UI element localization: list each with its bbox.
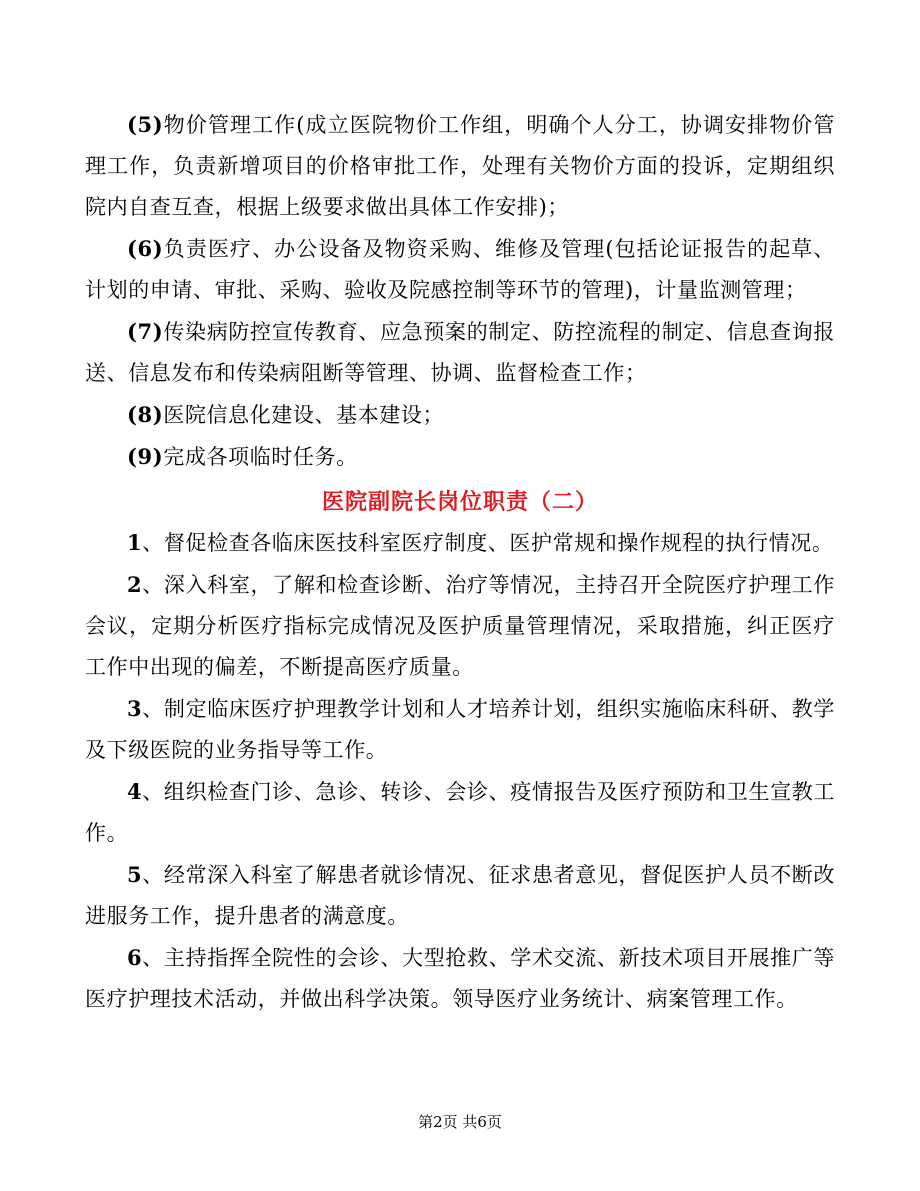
list-item [85, 522, 835, 564]
list-item [85, 854, 835, 937]
list-item [85, 688, 835, 771]
item-text: 、制定临床医疗护理教学计划和人才培养计划，组织实施临床科研、教学及下级医院的业务指导等工作。 [85, 697, 835, 762]
item-number: (9) [127, 444, 164, 469]
list-item [85, 104, 835, 228]
item-text: 、主持指挥全院性的会诊、大型抢救、学术交流、新技术项目开展推广等医疗护理技术活动，并做出科学决策。领导医疗业务统计、病案管理工作。 [85, 946, 835, 1011]
item-number: (8) [127, 402, 164, 427]
item-text: 完成各项临时任务。 [163, 445, 358, 469]
item-text: 传染病防控宣传教育、应急预案的制定、防控流程的制定、信息查询报送、信息发布和传染病阻断等管理、协调、监督检查工作； [85, 320, 835, 385]
item-text: 、深入科室，了解和检查诊断、治疗等情况，主持召开全院医疗护理工作会议，定期分析医疗指标完成情况及医护质量管理情况，采取措施，纠正医疗工作中出现的偏差，不断提高医疗质量。 [85, 573, 835, 679]
list-item [85, 937, 835, 1020]
item-number: (7) [127, 319, 164, 344]
document-body [85, 104, 835, 1020]
page-number-label: 第2页 共6页 [418, 1113, 502, 1131]
item-number: 5 [127, 862, 143, 887]
item-text: 医院信息化建设、基本建设； [163, 403, 445, 427]
list-item [85, 436, 835, 478]
item-number: (6) [127, 236, 164, 261]
item-number: 1 [127, 530, 143, 555]
item-text: 物价管理工作(成立医院物价工作组，明确个人分工，协调安排物价管理工作，负责新增项目的价格审批工作，处理有关物价方面的投诉，定期组织院内自查互查，根据上级要求做出具体工作安排)； [85, 113, 835, 219]
list-item [85, 771, 835, 854]
item-text: 、经常深入科室了解患者就诊情况、征求患者意见，督促医护人员不断改进服务工作，提升患者的满意度。 [85, 863, 835, 928]
item-text: 负责医疗、办公设备及物资采购、维修及管理(包括论证报告的起草、计划的申请、审批、采购、验收及院感控制等环节的管理)，计量监测管理； [85, 237, 835, 302]
list-item [85, 564, 835, 688]
item-number: 2 [127, 572, 143, 597]
item-number: 4 [127, 779, 143, 804]
section-heading: 医院副院长岗位职责（二） [321, 489, 598, 515]
list-item [85, 228, 835, 311]
list-item [85, 311, 835, 394]
item-text: 、督促检查各临床医技科室医疗制度、医护常规和操作规程的执行情况。 [142, 531, 834, 555]
list-item [85, 394, 835, 436]
item-number: 6 [127, 945, 143, 970]
item-number: (5) [127, 112, 164, 137]
page-footer [0, 1112, 920, 1132]
item-number: 3 [127, 696, 143, 721]
item-text: 、组织检查门诊、急诊、转诊、会诊、疫情报告及医疗预防和卫生宣教工作。 [85, 780, 835, 845]
